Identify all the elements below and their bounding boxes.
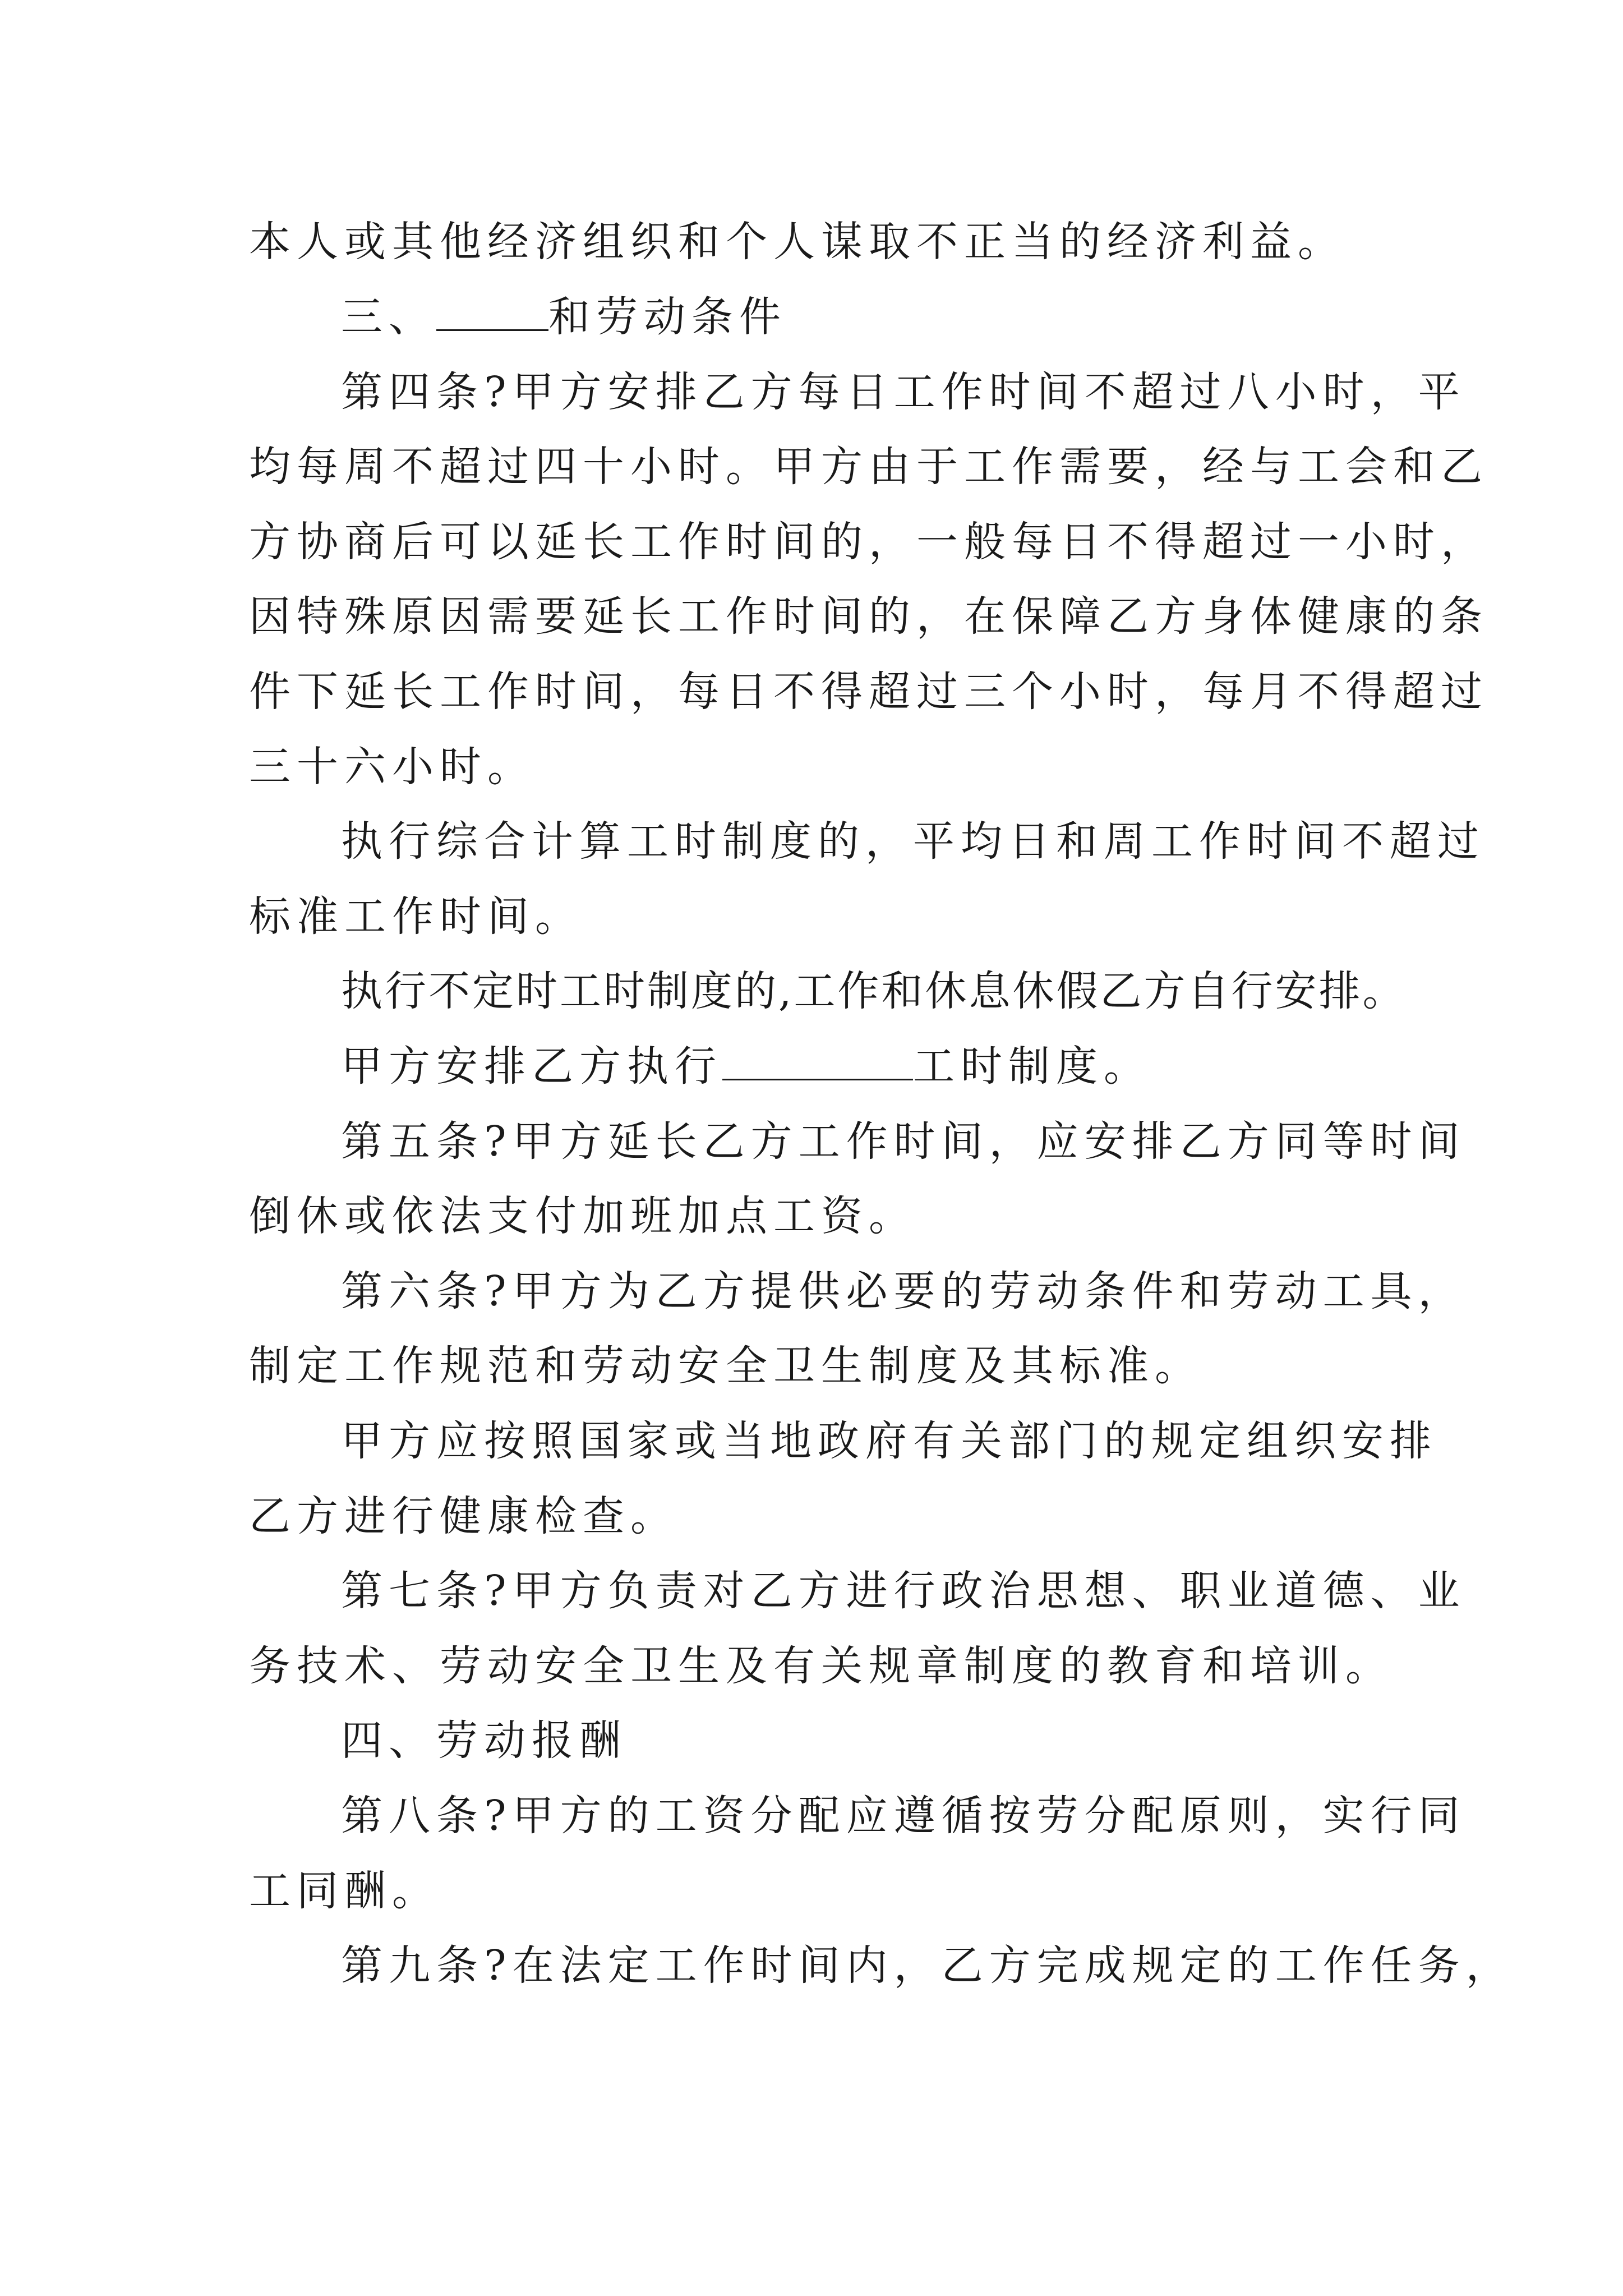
- article-4-line-6: 三十六小时。: [249, 743, 535, 791]
- hours-system-suffix: 工时制度。: [913, 1042, 1151, 1091]
- article-7-line-2: 务技术、劳动安全卫生及有关规章制度的教育和培训。: [249, 1642, 1393, 1690]
- article-5-line-2: 倒休或依法支付加班加点工资。: [249, 1192, 916, 1240]
- article-5-line-1: 第五条?甲方延长乙方工作时间，应安排乙方同等时间: [341, 1117, 1466, 1166]
- text-line-1: 本人或其他经济组织和个人谋取不正当的经济利益。: [249, 218, 1345, 266]
- health-check-line-2: 乙方进行健康检查。: [249, 1492, 678, 1540]
- section-number: 三、: [341, 293, 436, 341]
- article-6-line-1: 第六条?甲方为乙方提供必要的劳动条件和劳动工具，: [341, 1267, 1466, 1315]
- blank-field: [436, 292, 548, 331]
- section-title-rest: 和劳动条件: [548, 293, 787, 341]
- flexible-hours-line: 执行不定时工时制度的,工作和休息休假乙方自行安排。: [341, 967, 1407, 1015]
- comprehensive-hours-line-1: 执行综合计算工时制度的，平均日和周工作时间不超过: [341, 817, 1485, 866]
- hours-system-prefix: 甲方安排乙方执行: [341, 1042, 722, 1091]
- article-4-line-5: 件下延长工作时间，每日不得超过三个小时，每月不得超过: [249, 668, 1488, 716]
- article-8-line-1: 第八条?甲方的工资分配应遵循按劳分配原则，实行同: [341, 1792, 1466, 1840]
- article-4-line-3: 方协商后可以延长工作时间的，一般每日不得超过一小时，: [249, 518, 1488, 566]
- article-4-line-1: 第四条?甲方安排乙方每日工作时间不超过八小时，平: [341, 368, 1466, 416]
- article-9-line-1: 第九条?在法定工作时间内，乙方完成规定的工作任务，: [341, 1941, 1514, 1990]
- article-4-line-4: 因特殊原因需要延长工作时间的，在保障乙方身体健康的条: [249, 592, 1488, 641]
- section-heading-4: 四、劳动报酬: [341, 1717, 627, 1765]
- blank-field: [722, 1041, 913, 1080]
- article-8-line-2: 工同酬。: [249, 1867, 440, 1915]
- article-6-line-2: 制定工作规范和劳动安全卫生制度及其标准。: [249, 1342, 1202, 1390]
- comprehensive-hours-line-2: 标准工作时间。: [249, 892, 583, 941]
- article-4-line-2: 均每周不超过四十小时。甲方由于工作需要，经与工会和乙: [249, 443, 1488, 491]
- health-check-line-1: 甲方应按照国家或当地政府有关部门的规定组织安排: [341, 1417, 1437, 1465]
- article-7-line-1: 第七条?甲方负责对乙方进行政治思想、职业道德、业: [341, 1567, 1466, 1615]
